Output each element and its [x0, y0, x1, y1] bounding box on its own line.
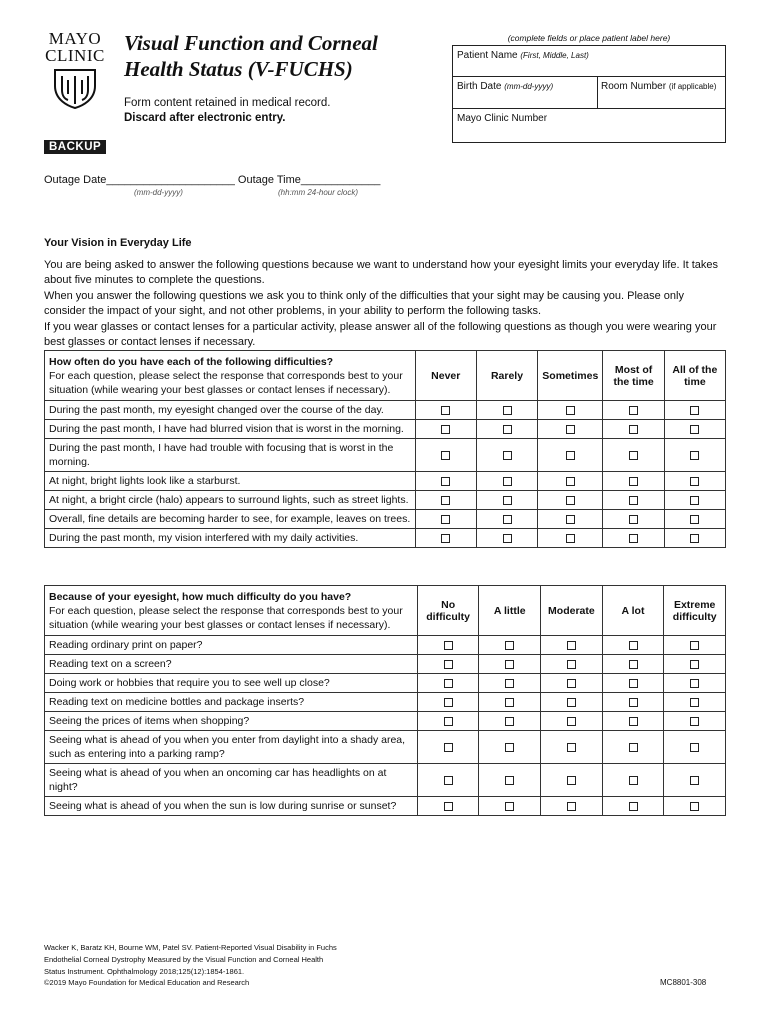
question-text: Seeing what is ahead of you when you enter from daylight into a shady area, such as entering into a parking ramp? — [45, 731, 418, 764]
answer-cell — [538, 529, 603, 548]
answer-checkbox[interactable] — [567, 660, 576, 669]
answer-cell — [417, 636, 479, 655]
answer-cell — [664, 655, 726, 674]
answer-checkbox[interactable] — [690, 425, 699, 434]
intro-paragraph-2: When you answer the following questions we ask you to think only of the difficulties that your sight may be causing you. Please only consider the impact of your sight, and not other problems, in your ability to perform the following tasks. — [44, 289, 684, 317]
birth-date-hint: (mm-dd-yyyy) — [504, 82, 554, 91]
answer-cell — [664, 510, 725, 529]
question-row — [45, 636, 726, 655]
question-row — [45, 655, 726, 674]
answer-checkbox[interactable] — [566, 496, 575, 505]
answer-cell — [538, 420, 603, 439]
answer-cell — [479, 674, 541, 693]
answer-cell — [415, 439, 476, 472]
answer-cell — [541, 764, 603, 797]
option-header: Never — [415, 351, 476, 401]
answer-checkbox[interactable] — [690, 477, 699, 486]
answer-cell — [602, 674, 664, 693]
answer-checkbox[interactable] — [444, 717, 453, 726]
answer-checkbox[interactable] — [503, 534, 512, 543]
answer-checkbox[interactable] — [690, 641, 699, 650]
answer-checkbox[interactable] — [567, 802, 576, 811]
answer-cell — [664, 764, 726, 797]
question-row — [45, 420, 726, 439]
answer-cell — [664, 472, 725, 491]
answer-checkbox[interactable] — [441, 515, 450, 524]
answer-cell — [541, 731, 603, 764]
answer-checkbox[interactable] — [690, 776, 699, 785]
answer-checkbox[interactable] — [629, 698, 638, 707]
answer-cell — [664, 401, 725, 420]
answer-checkbox[interactable] — [629, 641, 638, 650]
answer-checkbox[interactable] — [441, 425, 450, 434]
answer-cell — [541, 674, 603, 693]
answer-cell — [479, 712, 541, 731]
mayo-clinic-number-field[interactable] — [453, 109, 725, 142]
copyright: ©2019 Mayo Foundation for Medical Education and Research — [44, 978, 250, 987]
question-text: Overall, fine details are becoming harder to see, for example, leaves on trees. — [45, 510, 416, 529]
outage-time-hint: (hh:mm 24-hour clock) — [278, 188, 359, 197]
answer-checkbox[interactable] — [690, 515, 699, 524]
question-text: At night, a bright circle (halo) appears to surround lights, such as street lights. — [45, 491, 416, 510]
answer-cell — [664, 439, 725, 472]
form-title — [124, 30, 378, 82]
answer-cell — [541, 693, 603, 712]
question-text: During the past month, I have had trouble with focusing that is worst in the morning. — [45, 439, 416, 472]
answer-cell — [476, 472, 537, 491]
answer-cell — [541, 655, 603, 674]
question-text: At night, bright lights look like a starburst. — [45, 472, 416, 491]
room-number-label: Room Number — [601, 81, 667, 92]
answer-checkbox[interactable] — [629, 534, 638, 543]
answer-checkbox[interactable] — [441, 534, 450, 543]
answer-checkbox[interactable] — [629, 660, 638, 669]
question-row — [45, 510, 726, 529]
question-row — [45, 439, 726, 472]
difficulty-questions-table — [44, 585, 726, 816]
outage-line[interactable]: Outage Date_____________________ Outage Time_____________ — [44, 174, 381, 186]
answer-cell — [479, 693, 541, 712]
answer-cell — [479, 764, 541, 797]
option-header: Moderate — [541, 586, 603, 636]
intro-heading: Your Vision in Everyday Life — [44, 237, 192, 249]
answer-checkbox[interactable] — [567, 679, 576, 688]
answer-checkbox[interactable] — [505, 776, 514, 785]
answer-checkbox[interactable] — [629, 515, 638, 524]
question-text: Doing work or hobbies that require you to see well up close? — [45, 674, 418, 693]
answer-checkbox[interactable] — [505, 641, 514, 650]
retention-line-2: Discard after electronic entry. — [124, 112, 286, 124]
answer-cell — [602, 636, 664, 655]
answer-checkbox[interactable] — [567, 641, 576, 650]
section1-instruction: For each question, please select the response that corresponds best to your situation (while wearing your best glasses or contact lenses if necessary). — [49, 369, 403, 396]
option-header: Rarely — [476, 351, 537, 401]
question-row — [45, 529, 726, 548]
answer-checkbox[interactable] — [444, 679, 453, 688]
answer-cell — [664, 491, 725, 510]
answer-cell — [415, 510, 476, 529]
answer-checkbox[interactable] — [566, 406, 575, 415]
patient-label-box — [452, 45, 726, 143]
answer-cell — [417, 764, 479, 797]
answer-checkbox[interactable] — [629, 496, 638, 505]
option-header: Extreme difficulty — [664, 586, 726, 636]
answer-cell — [476, 420, 537, 439]
answer-cell — [664, 420, 725, 439]
answer-cell — [541, 712, 603, 731]
question-text: Seeing what is ahead of you when the sun is low during sunrise or sunset? — [45, 797, 418, 816]
answer-cell — [417, 674, 479, 693]
question-text: Reading text on a screen? — [45, 655, 418, 674]
answer-cell — [664, 529, 725, 548]
intro-paragraph-3: If you wear glasses or contact lenses for a particular activity, please answer all of the following questions as though you were wearing your best glasses or contact lenses if necessary. — [44, 320, 717, 348]
form-number: MC8801-308 — [660, 978, 707, 987]
answer-cell — [603, 491, 664, 510]
answer-checkbox[interactable] — [505, 802, 514, 811]
answer-cell — [602, 693, 664, 712]
answer-cell — [602, 731, 664, 764]
answer-cell — [415, 401, 476, 420]
answer-cell — [664, 712, 726, 731]
answer-cell — [603, 401, 664, 420]
answer-checkbox[interactable] — [567, 743, 576, 752]
option-header: Sometimes — [538, 351, 603, 401]
answer-checkbox[interactable] — [629, 802, 638, 811]
question-text: During the past month, I have had blurred vision that is worst in the morning. — [45, 420, 416, 439]
question-row — [45, 797, 726, 816]
answer-cell — [417, 712, 479, 731]
answer-checkbox[interactable] — [503, 477, 512, 486]
patient-name-field[interactable] — [453, 46, 725, 77]
answer-cell — [476, 491, 537, 510]
question-row — [45, 472, 726, 491]
answer-checkbox[interactable] — [505, 698, 514, 707]
answer-checkbox[interactable] — [566, 477, 575, 486]
answer-checkbox[interactable] — [505, 717, 514, 726]
question-text: Reading ordinary print on paper? — [45, 636, 418, 655]
answer-cell — [479, 636, 541, 655]
answer-cell — [479, 731, 541, 764]
question-row — [45, 731, 726, 764]
answer-checkbox[interactable] — [567, 698, 576, 707]
frequency-questions-table — [44, 350, 726, 548]
question-text: During the past month, my eyesight changed over the course of the day. — [45, 401, 416, 420]
answer-checkbox[interactable] — [690, 660, 699, 669]
answer-cell — [415, 529, 476, 548]
answer-cell — [479, 797, 541, 816]
answer-cell — [664, 797, 726, 816]
question-row — [45, 401, 726, 420]
section2-heading: Because of your eyesight, how much difficulty do you have? — [49, 590, 352, 603]
option-header: Most of the time — [603, 351, 664, 401]
citation: Wacker K, Baratz KH, Bourne WM, Patel SV. Patient-Reported Visual Disability in Fuchs Endothelial Corneal Dystrophy Measured by the Visual Function and Corneal Health Status Instrument. Ophthalmology 2018;125(12):1854-1861. — [44, 943, 337, 976]
answer-cell — [602, 712, 664, 731]
answer-checkbox[interactable] — [566, 515, 575, 524]
question-row — [45, 674, 726, 693]
answer-checkbox[interactable] — [690, 743, 699, 752]
section1-header — [45, 351, 416, 401]
question-row — [45, 491, 726, 510]
answer-cell — [417, 655, 479, 674]
answer-checkbox[interactable] — [567, 776, 576, 785]
answer-checkbox[interactable] — [690, 406, 699, 415]
answer-cell — [476, 401, 537, 420]
answer-checkbox[interactable] — [629, 776, 638, 785]
option-header: No difficulty — [417, 586, 479, 636]
question-row — [45, 693, 726, 712]
room-number-hint: (if applicable) — [668, 82, 717, 91]
intro-paragraph-1: You are being asked to answer the following questions because we want to understand how your eyesight limits your everyday life. It takes about five minutes to complete the questions. — [44, 258, 719, 286]
answer-checkbox[interactable] — [629, 743, 638, 752]
backup-badge: BACKUP — [44, 140, 106, 154]
answer-cell — [415, 472, 476, 491]
answer-cell — [541, 636, 603, 655]
answer-cell — [603, 472, 664, 491]
patient-name-hint: (First, Middle, Last) — [520, 51, 589, 60]
answer-checkbox[interactable] — [505, 660, 514, 669]
title-line-2: Health Status (V-FUCHS) — [124, 57, 353, 81]
answer-checkbox[interactable] — [444, 776, 453, 785]
answer-cell — [538, 472, 603, 491]
answer-checkbox[interactable] — [444, 698, 453, 707]
answer-checkbox[interactable] — [566, 425, 575, 434]
option-header: All of the time — [664, 351, 725, 401]
answer-cell — [415, 491, 476, 510]
answer-checkbox[interactable] — [441, 496, 450, 505]
answer-cell — [479, 655, 541, 674]
three-shields-icon — [52, 68, 98, 110]
intro-section — [44, 236, 724, 351]
answer-checkbox[interactable] — [629, 679, 638, 688]
answer-cell — [603, 439, 664, 472]
answer-cell — [538, 491, 603, 510]
outage-date-hint: (mm-dd-yyyy) — [134, 188, 183, 197]
answer-checkbox[interactable] — [690, 679, 699, 688]
answer-cell — [476, 510, 537, 529]
answer-checkbox[interactable] — [505, 743, 514, 752]
answer-cell — [538, 510, 603, 529]
answer-checkbox[interactable] — [503, 515, 512, 524]
answer-checkbox[interactable] — [444, 660, 453, 669]
answer-cell — [538, 401, 603, 420]
answer-cell — [602, 655, 664, 674]
answer-checkbox[interactable] — [629, 451, 638, 460]
answer-cell — [541, 797, 603, 816]
patient-name-label: Patient Name — [457, 50, 518, 61]
answer-cell — [603, 529, 664, 548]
answer-cell — [538, 439, 603, 472]
answer-cell — [602, 764, 664, 797]
answer-cell — [603, 420, 664, 439]
answer-checkbox[interactable] — [503, 406, 512, 415]
title-line-1: Visual Function and Corneal — [124, 31, 378, 55]
option-header: A little — [479, 586, 541, 636]
answer-cell — [417, 731, 479, 764]
question-text: Seeing what is ahead of you when an oncoming car has headlights on at night? — [45, 764, 418, 797]
question-row — [45, 712, 726, 731]
answer-checkbox[interactable] — [629, 406, 638, 415]
answer-cell — [664, 693, 726, 712]
answer-checkbox[interactable] — [567, 717, 576, 726]
answer-checkbox[interactable] — [566, 451, 575, 460]
answer-cell — [603, 510, 664, 529]
answer-checkbox[interactable] — [690, 802, 699, 811]
logo-line-1: MAYO — [48, 29, 102, 48]
answer-checkbox[interactable] — [444, 743, 453, 752]
answer-checkbox[interactable] — [441, 406, 450, 415]
room-number-field[interactable] — [598, 77, 725, 108]
birth-date-label: Birth Date — [457, 81, 502, 92]
answer-checkbox[interactable] — [690, 496, 699, 505]
answer-cell — [664, 636, 726, 655]
option-header: A lot — [602, 586, 664, 636]
answer-checkbox[interactable] — [503, 425, 512, 434]
answer-cell — [664, 674, 726, 693]
retention-line-1: Form content retained in medical record. — [124, 97, 331, 109]
answer-checkbox[interactable] — [629, 717, 638, 726]
answer-checkbox[interactable] — [444, 802, 453, 811]
answer-checkbox[interactable] — [441, 477, 450, 486]
answer-cell — [602, 797, 664, 816]
question-text: Seeing the prices of items when shopping? — [45, 712, 418, 731]
answer-cell — [664, 731, 726, 764]
answer-checkbox[interactable] — [690, 698, 699, 707]
mayo-clinic-number-label: Mayo Clinic Number — [457, 113, 548, 124]
answer-checkbox[interactable] — [503, 451, 512, 460]
answer-checkbox[interactable] — [690, 534, 699, 543]
section2-header — [45, 586, 418, 636]
answer-checkbox[interactable] — [629, 425, 638, 434]
answer-checkbox[interactable] — [690, 451, 699, 460]
answer-checkbox[interactable] — [444, 641, 453, 650]
section1-heading: How often do you have each of the following difficulties? — [49, 355, 334, 368]
logo-line-2: CLINIC — [45, 46, 105, 65]
mayo-clinic-logo — [38, 30, 112, 110]
answer-cell — [476, 439, 537, 472]
answer-cell — [476, 529, 537, 548]
answer-checkbox[interactable] — [690, 717, 699, 726]
retention-note — [124, 96, 330, 126]
answer-checkbox[interactable] — [503, 496, 512, 505]
question-text: Reading text on medicine bottles and package inserts? — [45, 693, 418, 712]
answer-checkbox[interactable] — [441, 451, 450, 460]
answer-checkbox[interactable] — [505, 679, 514, 688]
question-row — [45, 764, 726, 797]
section2-instruction: For each question, please select the response that corresponds best to your situation (while wearing your best glasses or contact lenses if necessary). — [49, 604, 403, 631]
birth-date-field[interactable] — [453, 77, 598, 108]
answer-cell — [415, 420, 476, 439]
answer-cell — [417, 693, 479, 712]
answer-cell — [417, 797, 479, 816]
patient-label-note: (complete fields or place patient label here) — [507, 33, 671, 43]
question-text: During the past month, my vision interfered with my daily activities. — [45, 529, 416, 548]
answer-checkbox[interactable] — [566, 534, 575, 543]
answer-checkbox[interactable] — [629, 477, 638, 486]
